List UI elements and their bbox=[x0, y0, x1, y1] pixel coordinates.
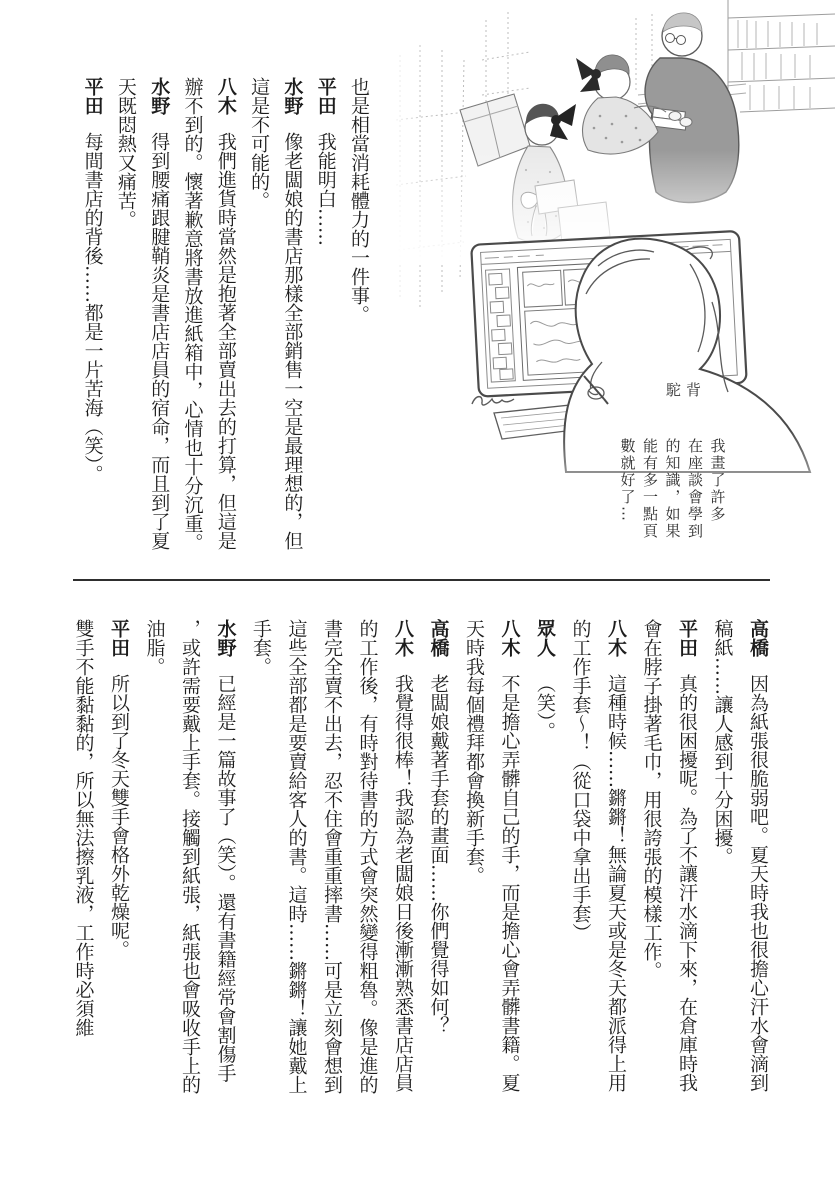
speaker-name: 平田 bbox=[676, 619, 698, 657]
dialogue-column bbox=[420, 619, 456, 1119]
dialogue-text: 已經是一篇故事了（笑）。還有書籍經常會割傷手 bbox=[214, 674, 237, 1083]
speaker-name: 水野 bbox=[281, 77, 304, 115]
dialogue-text: 得到腰痛跟腱鞘炎是書店店員的宿命，而且到了夏 bbox=[148, 132, 171, 550]
dialogue-text: 我能明白…… bbox=[314, 132, 337, 246]
speaker-name: 高橋 bbox=[747, 619, 769, 657]
dialogue-text: 也是相當消耗體力的一件事。 bbox=[348, 77, 370, 324]
dialogue-text: 天時我每個禮拜都會換新手套。 bbox=[463, 619, 485, 885]
dialogue-text: 不是擔心弄髒自己的手，而是擔心會弄髒書籍。夏 bbox=[498, 674, 521, 1092]
dialogue-column bbox=[704, 619, 740, 1119]
dialogue-text: 稿紙……讓人感到十分困擾。 bbox=[711, 619, 734, 866]
top-interview-text bbox=[75, 77, 375, 577]
dialogue-column bbox=[278, 619, 314, 1119]
dialogue-column bbox=[75, 77, 108, 577]
dialogue-text: 書完全賣不出去，忍不住會重重摔書……可是立刻會想到 bbox=[321, 619, 343, 1094]
bookstore-illustration bbox=[390, 0, 835, 560]
note-column: 能有多一點頁 bbox=[641, 438, 659, 540]
dialogue-column bbox=[142, 77, 175, 577]
dialogue-column bbox=[65, 619, 101, 1119]
dialogue-text: 辦不到的。懷著歉意將書放進紙箱中，心情也十分沉重。 bbox=[181, 77, 204, 552]
bookshelf-right bbox=[728, 0, 835, 140]
speaker-name: 水野 bbox=[214, 619, 237, 657]
dialogue-text: ，或許需要戴上手套。接觸到紙張，紙張也會吸收手上的 bbox=[179, 619, 201, 1094]
dialogue-text: 我們進貨時當然是抱著全部賣出去的打算，但這是 bbox=[214, 132, 237, 550]
dialogue-column bbox=[207, 619, 243, 1119]
speaker-name: 八木 bbox=[605, 619, 627, 657]
dialogue-column bbox=[633, 619, 669, 1119]
hair-bow-icon bbox=[576, 58, 601, 92]
dialogue-text: 老闆娘戴著手套的畫面……你們覺得如何？ bbox=[427, 674, 450, 1035]
speaker-name: 水野 bbox=[148, 77, 171, 115]
figure-fade bbox=[390, 430, 835, 490]
dialogue-text: 這是不可能的。 bbox=[248, 77, 271, 210]
dialogue-column bbox=[136, 619, 172, 1119]
note-column: 數就好了… bbox=[618, 438, 637, 523]
hunchback-label: 駝背 bbox=[666, 381, 707, 399]
dialogue-text: 所以到了冬天雙手會格外乾燥呢。 bbox=[108, 674, 130, 959]
section-divider bbox=[73, 579, 770, 581]
bottom-interview-text bbox=[65, 619, 775, 1119]
speaker-name: 八木 bbox=[214, 77, 237, 115]
scene-fade-left bbox=[390, 0, 424, 300]
speaker-name: 八木 bbox=[392, 619, 414, 657]
handwritten-note bbox=[616, 438, 729, 566]
dialogue-column bbox=[175, 77, 208, 577]
dialogue-column bbox=[527, 619, 563, 1119]
note-column: 的知識，如果 bbox=[663, 438, 682, 540]
dialogue-text: 手套。 bbox=[250, 619, 272, 676]
dialogue-text: 這些全部都是要賣給客人的書。這時……鏘鏘！讓她戴上 bbox=[285, 619, 308, 1094]
dialogue-column bbox=[491, 619, 527, 1119]
dialogue-column bbox=[314, 619, 350, 1119]
dialogue-column bbox=[456, 619, 492, 1119]
dialogue-text: 我覺得很棒！我認為老闆娘日後漸漸熟悉書店店員 bbox=[392, 674, 414, 1092]
dialogue-column bbox=[209, 77, 242, 577]
dialogue-column bbox=[349, 619, 385, 1119]
dialogue-column bbox=[172, 619, 208, 1119]
dialogue-column bbox=[385, 619, 421, 1119]
speaker-name: 高橋 bbox=[427, 619, 450, 657]
dialogue-column bbox=[598, 619, 634, 1119]
dialogue-text: 因為紙張很脆弱吧。夏天時我也很擔心汗水會滴到 bbox=[747, 674, 769, 1092]
dialogue-text: 的工作手套～！（從口袋中拿出手套） bbox=[569, 619, 592, 942]
illustration-canvas bbox=[390, 0, 835, 560]
dialogue-text: 真的很困擾呢。為了不讓汗水滴下來，在倉庫時我 bbox=[676, 674, 698, 1092]
signature-squiggle bbox=[472, 397, 514, 405]
speaker-name: 平田 bbox=[81, 77, 104, 115]
note-column: 在座談會學到 bbox=[686, 438, 704, 540]
dialogue-column bbox=[275, 77, 308, 577]
dialogue-column bbox=[669, 619, 705, 1119]
dialogue-text: 的工作後，有時對待書的方式會突然變得粗魯。像是進的 bbox=[356, 619, 379, 1094]
speaker-name: 眾人 bbox=[534, 619, 556, 657]
dialogue-column bbox=[109, 77, 142, 577]
dialogue-column bbox=[562, 619, 598, 1119]
dialogue-column bbox=[243, 619, 279, 1119]
dialogue-text: 油脂。 bbox=[143, 619, 166, 676]
speaker-name: 平田 bbox=[108, 619, 130, 657]
dialogue-text: 天既悶熱又痛苦。 bbox=[114, 77, 137, 229]
dialogue-text: （笑）。 bbox=[534, 674, 556, 741]
dialogue-text: 像老闆娘的書店那樣全部銷售一空是最理想的，但 bbox=[281, 132, 304, 550]
dialogue-text: 會在脖子掛著毛巾，用很誇張的模樣工作。 bbox=[640, 619, 663, 980]
note-column: 我畫了許多 bbox=[708, 438, 727, 523]
dialogue-text: 這種時候……鏘鏘！無論夏天或是冬天都派得上用 bbox=[605, 674, 627, 1092]
dialogue-column bbox=[242, 77, 275, 577]
dialogue-column bbox=[740, 619, 776, 1119]
dialogue-column bbox=[342, 77, 375, 577]
dialogue-column bbox=[308, 77, 341, 577]
dialogue-column bbox=[101, 619, 137, 1119]
speaker-name: 平田 bbox=[314, 77, 337, 115]
speaker-name: 八木 bbox=[498, 619, 521, 657]
dialogue-text: 雙手不能黏黏的，所以無法擦乳液，工作時必須維 bbox=[72, 619, 95, 1037]
dialogue-text: 每間書店的背後……都是一片苦海（笑）。 bbox=[81, 132, 104, 484]
